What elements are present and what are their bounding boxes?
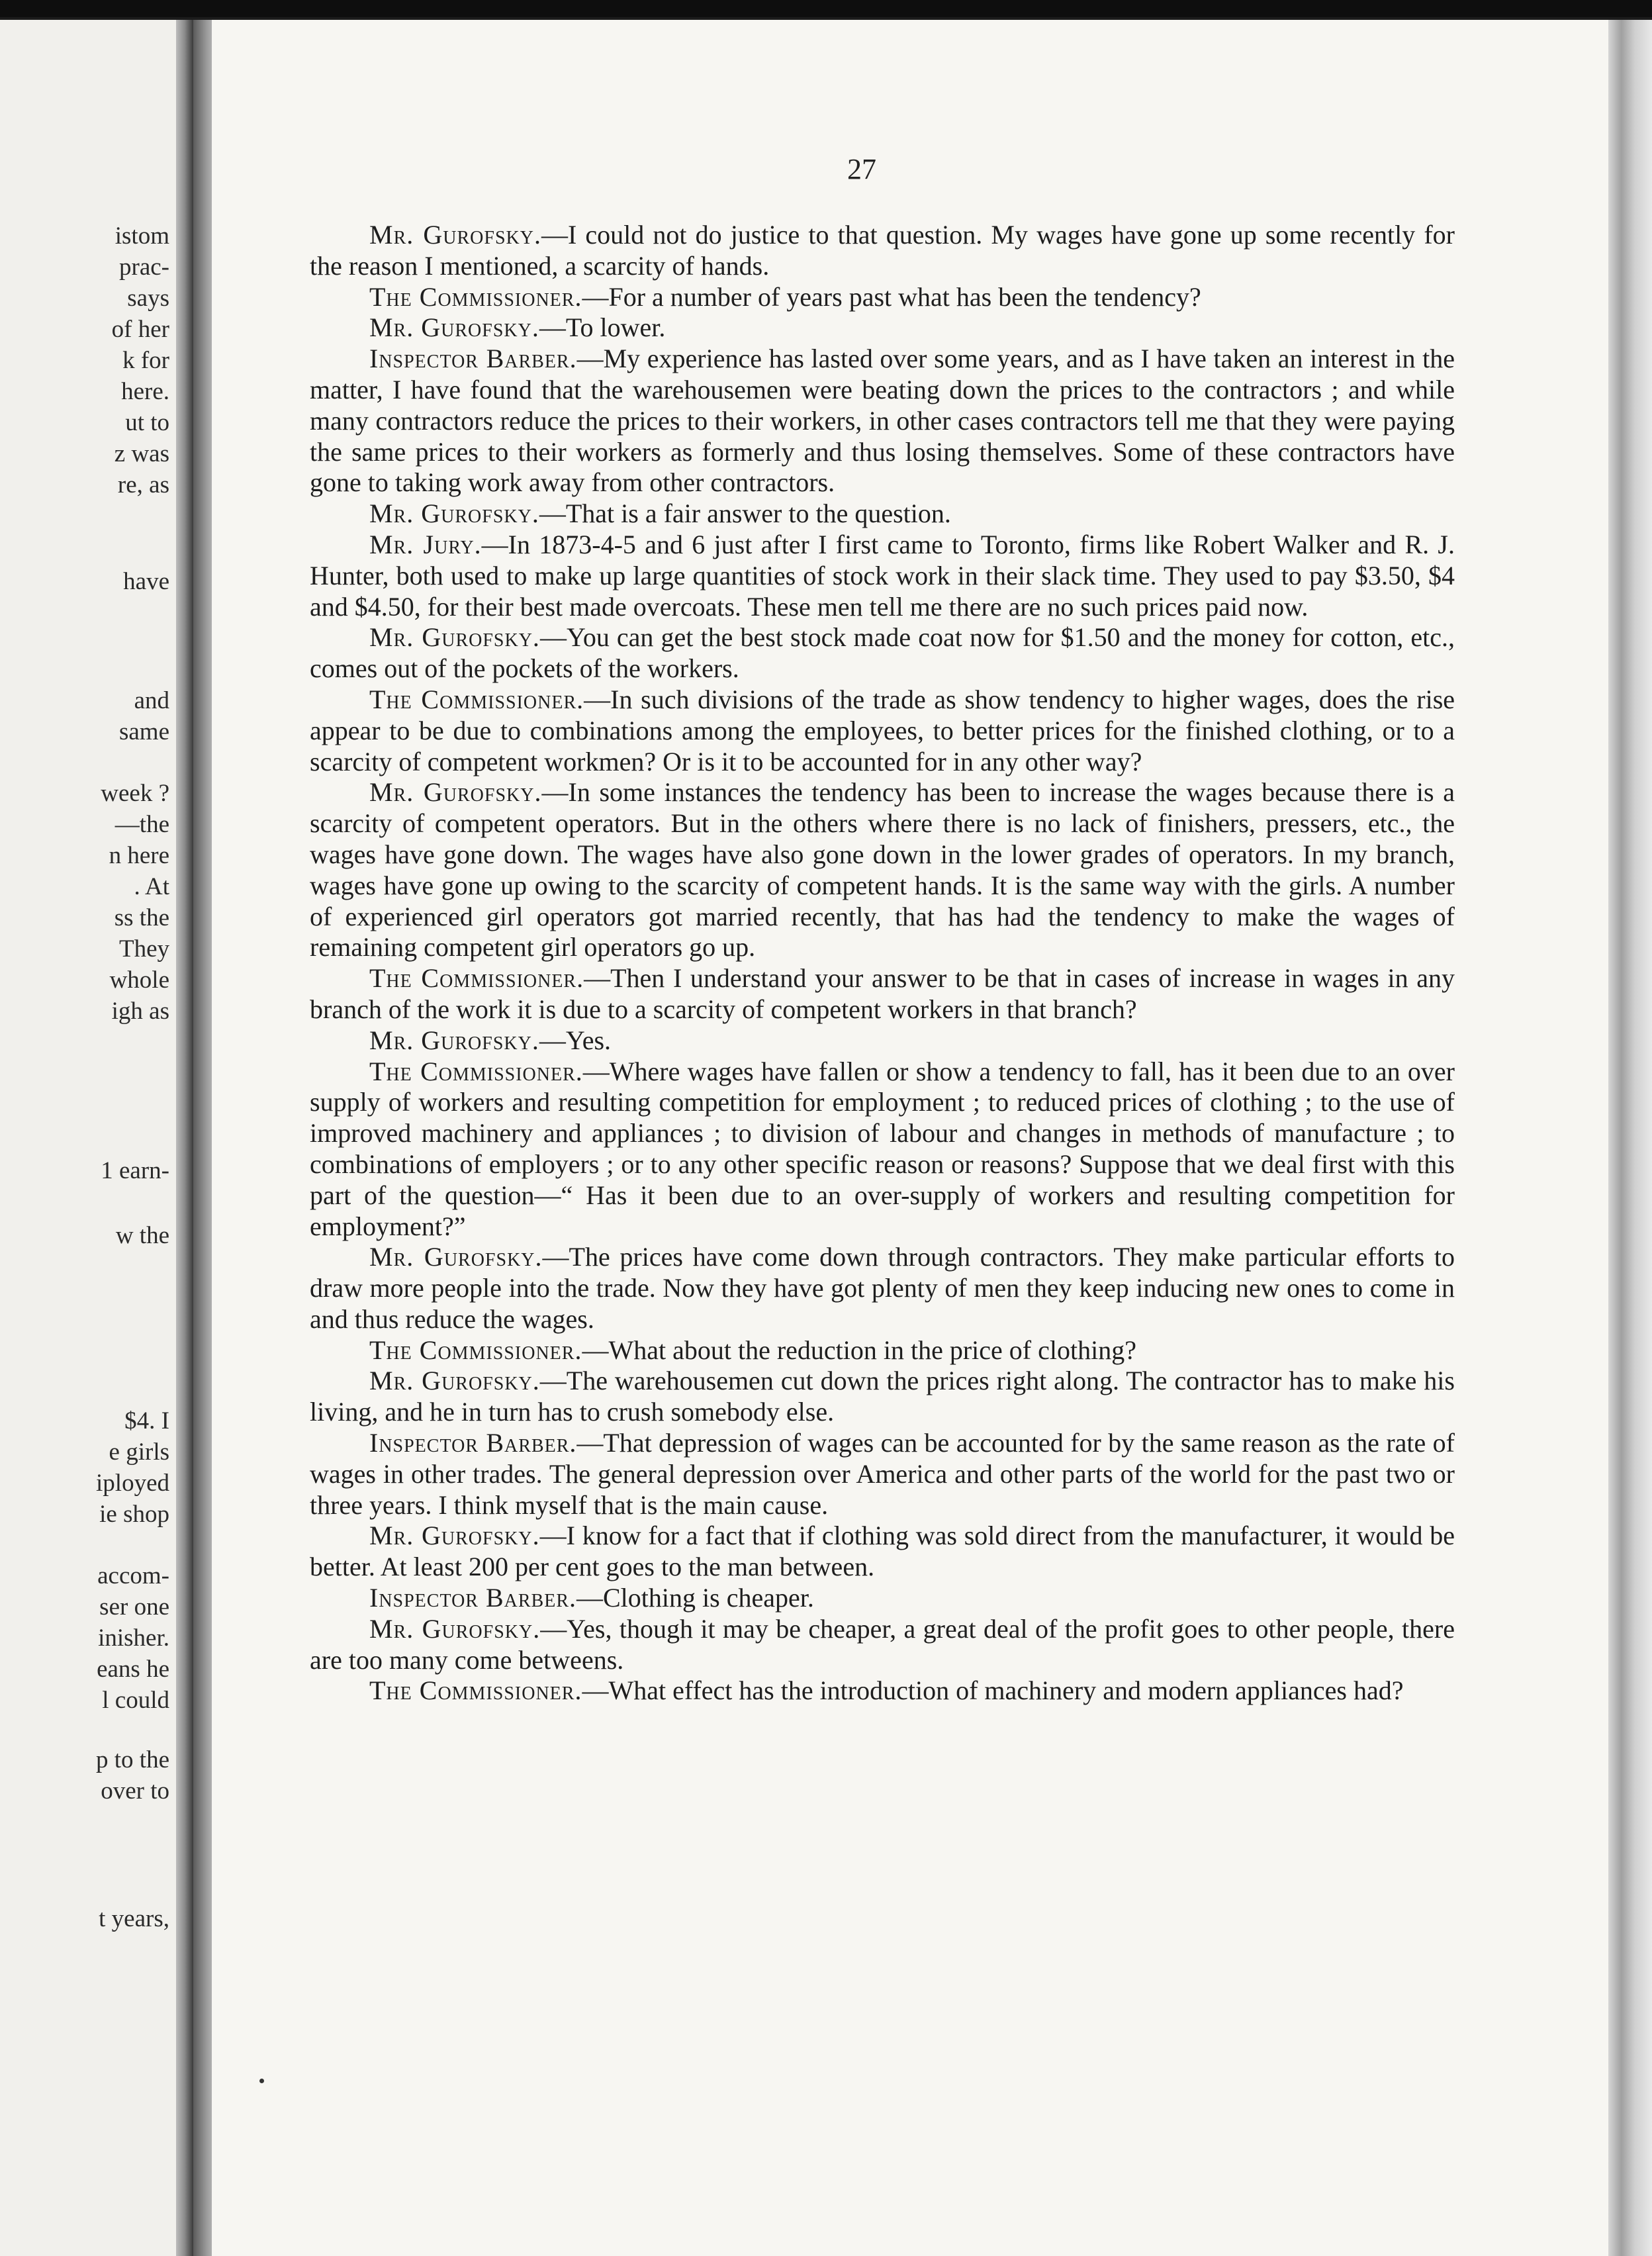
testimony-paragraph xyxy=(310,530,1455,622)
facing-page-text: igh as xyxy=(111,998,169,1025)
speaker-name: Mr. Gurofsky. xyxy=(369,777,542,808)
facing-page-text: of her xyxy=(111,316,169,343)
speech-text: —The prices have come down through contractors. They make particular efforts to draw more people into the trade. Now they have got plenty of men they keep inducing new ones to come in and thus reduce the wages. xyxy=(310,1242,1455,1334)
speech-text: —In such divisions of the trade as show tendency to higher wages, does the rise appear to be due to combinations among the employees, to better prices for the finished clothing, or to a scarcity of competent workmen? Or is it to be accounted for in any other way? xyxy=(310,684,1455,776)
speaker-name: Inspector Barber. xyxy=(369,344,577,374)
testimony-paragraph xyxy=(310,344,1455,498)
testimony-paragraph xyxy=(310,1583,1455,1614)
page-number: 27 xyxy=(847,153,876,185)
testimony-paragraph xyxy=(310,312,1455,344)
facing-page-edge xyxy=(176,20,193,2256)
testimony-paragraph xyxy=(310,1366,1455,1428)
speech-text: —For a number of years past what has been the tendency? xyxy=(582,281,1201,312)
testimony-paragraph xyxy=(310,1521,1455,1583)
facing-page-text: ss the xyxy=(114,904,169,931)
facing-page-text: iployed xyxy=(96,1470,169,1497)
speaker-name: The Commissioner. xyxy=(369,281,582,312)
testimony-paragraph xyxy=(310,1057,1455,1243)
speaker-name: Mr. Jury. xyxy=(369,529,482,559)
facing-page-text: k for xyxy=(122,347,169,374)
facing-page-text: same xyxy=(118,718,169,745)
speech-text: —Yes, though it may be cheaper, a great deal of the profit goes to other people, there are too many come betweens. xyxy=(310,1613,1455,1675)
ink-speck xyxy=(259,2079,264,2083)
facing-page-text: z was xyxy=(114,440,169,467)
speech-text: —You can get the best stock made coat now for $1.50 and the money for cotton, etc., comes out of the pockets of the workers. xyxy=(310,622,1455,684)
testimony-paragraph xyxy=(310,1242,1455,1335)
testimony-paragraph xyxy=(310,282,1455,313)
facing-page-text: t years, xyxy=(99,1905,169,1932)
facing-page-text: prac- xyxy=(119,254,169,281)
facing-page-text: —the xyxy=(115,811,169,838)
facing-page-text: over to xyxy=(101,1777,169,1805)
speaker-name: Mr. Gurofsky. xyxy=(369,312,539,343)
facing-page-text: 1 earn- xyxy=(101,1157,169,1184)
speech-text: —My experience has lasted over some years, and as I have taken an interest in the matter, I have found that the warehousemen were beating down the prices to the contractors ; and while many contractors reduce the prices to their workers, in other cases contractors tell me that they were paying the same prices to their workers as formerly and thus losing themselves. Some of these contractors have gone to taking work away from other contractors. xyxy=(310,344,1455,498)
facing-page-text: have xyxy=(123,568,169,595)
testimony-text xyxy=(310,220,1455,1707)
facing-page-text: here. xyxy=(121,378,169,405)
speaker-name: Mr. Gurofsky. xyxy=(369,498,539,529)
testimony-paragraph xyxy=(310,622,1455,684)
speech-text: —In 1873-4-5 and 6 just after I first came to Toronto, firms like Robert Walker and R. J. Hunter, both used to make up large quantities of stock work in their slack time. They used to pay $3.50, $4 and $4.50, for their best made overcoats. These men tell me there are no such prices paid now. xyxy=(310,529,1455,622)
facing-page-text: . At xyxy=(134,873,169,900)
facing-page-text: and xyxy=(134,687,169,714)
facing-page-text: n here xyxy=(109,842,169,869)
testimony-paragraph xyxy=(310,1025,1455,1057)
speech-text: —I know for a fact that if clothing was sold direct from the manufacturer, it would be better. At least 200 per cent goes to the man between. xyxy=(310,1521,1455,1582)
speech-text: —In some instances the tendency has been to increase the wages because there is a scarcity of competent operators. But in the others where there is no lack of finishers, pressers, etc., the wages have gone down. The wages have also gone down in the lower grades of operators. In my branch, wages have gone up owing to the scarcity of competent hands. It is the same way with the girls. A number of experienced girl operators got married recently, that has had the tendency to make the wages of remaining competent girl operators go up. xyxy=(310,777,1455,963)
speech-text: —Then I understand your answer to be that in cases of increase in wages in any branch of the work it is due to a scarcity of competent workers in that branch? xyxy=(310,963,1455,1024)
speech-text: —The warehousemen cut down the prices right along. The contractor has to make his living, and he in turn has to crush somebody else. xyxy=(310,1366,1455,1427)
speech-text: —That is a fair answer to the question. xyxy=(539,498,951,529)
speaker-name: The Commissioner. xyxy=(369,684,584,714)
testimony-paragraph xyxy=(310,1335,1455,1366)
testimony-paragraph xyxy=(310,220,1455,282)
facing-page-text: accom- xyxy=(97,1562,169,1589)
speech-text: —I could not do justice to that question. My wages have gone up some recently for the reason I mentioned, a scarcity of hands. xyxy=(310,220,1455,281)
facing-page-text: ut to xyxy=(125,409,169,436)
speaker-name: Mr. Gurofsky. xyxy=(369,1521,540,1551)
speech-text: —That depression of wages can be accounted for by the same reason as the rate of wages in other trades. The general depression over America and other parts of the world for the past two or three years. I think myself that is the main cause. xyxy=(310,1428,1455,1520)
speaker-name: Inspector Barber. xyxy=(369,1583,576,1613)
facing-page-text: inisher. xyxy=(98,1624,169,1652)
scan-top-border xyxy=(0,0,1652,17)
speaker-name: The Commissioner. xyxy=(369,1056,583,1086)
testimony-paragraph xyxy=(310,1675,1455,1707)
page-edge-right xyxy=(1608,20,1652,2256)
facing-page-text: They xyxy=(118,935,169,963)
speaker-name: Mr. Gurofsky. xyxy=(369,1366,540,1396)
speaker-name: The Commissioner. xyxy=(369,1675,582,1706)
speaker-name: Mr. Gurofsky. xyxy=(369,622,540,653)
facing-page-text: re, as xyxy=(117,471,169,498)
facing-page-text: whole xyxy=(109,966,169,994)
testimony-paragraph xyxy=(310,1614,1455,1676)
facing-page-text: l could xyxy=(102,1687,169,1714)
speech-text: —Yes. xyxy=(539,1025,612,1055)
facing-page-text: p to the xyxy=(96,1746,169,1773)
speaker-name: Mr. Gurofsky. xyxy=(369,220,541,250)
testimony-paragraph xyxy=(310,498,1455,530)
speech-text: —To lower. xyxy=(539,312,666,343)
speaker-name: Mr. Gurofsky. xyxy=(369,1613,541,1644)
facing-page-text: $4. I xyxy=(124,1407,169,1434)
testimony-paragraph xyxy=(310,777,1455,963)
speech-text: —What effect has the introduction of machinery and modern appliances had? xyxy=(582,1675,1404,1706)
facing-page-text: ser one xyxy=(99,1593,169,1621)
speaker-name: The Commissioner. xyxy=(369,1335,582,1365)
speaker-name: Mr. Gurofsky. xyxy=(369,1242,543,1272)
testimony-paragraph xyxy=(310,1428,1455,1521)
speech-text: —Where wages have fallen or show a tendency to fall, has it been due to an over supply of workers and resulting competition for employment ; to reduced prices of clothing ; to the use of improved machinery and appliances ; to division of labour and changes in methods of manufacture ; to combinations of employers ; or to any other specific reason or reasons? Suppose that we deal first with this part of the question—“ Has it been due to an over-supply of workers and resulting competition for employment?” xyxy=(310,1056,1455,1241)
speech-text: —Clothing is cheaper. xyxy=(576,1583,814,1613)
speech-text: —What about the reduction in the price of clothing? xyxy=(582,1335,1136,1365)
speaker-name: Inspector Barber. xyxy=(369,1428,577,1458)
facing-page-text: eans he xyxy=(97,1656,169,1683)
speaker-name: Mr. Gurofsky. xyxy=(369,1025,539,1055)
facing-page-fragment xyxy=(0,20,180,2256)
facing-page-text: ie shop xyxy=(99,1501,169,1528)
facing-page-text: w the xyxy=(115,1222,169,1249)
facing-page-text: istom xyxy=(115,222,169,250)
testimony-paragraph xyxy=(310,963,1455,1025)
facing-page-text: e girls xyxy=(109,1438,169,1466)
facing-page-text: week ? xyxy=(101,780,169,807)
speaker-name: The Commissioner. xyxy=(369,963,584,994)
testimony-paragraph xyxy=(310,684,1455,777)
facing-page-text: says xyxy=(127,285,169,312)
